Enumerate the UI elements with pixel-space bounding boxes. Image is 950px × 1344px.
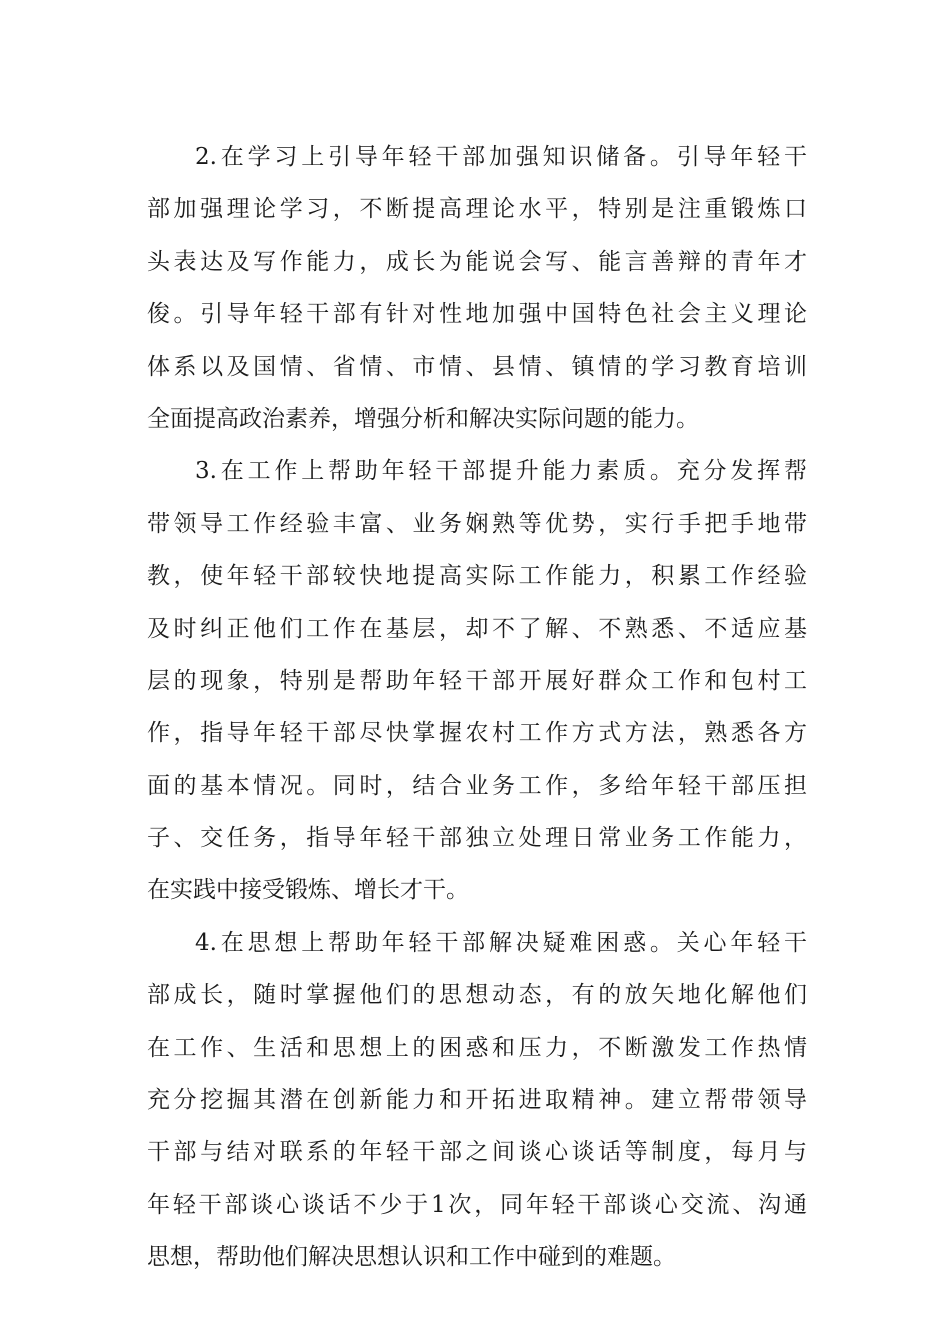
paragraph-thought: [147, 917, 807, 1284]
paragraph-line: 及时纠正他们工作在基层，却不了解、不熟悉、不适应基: [147, 615, 807, 642]
paragraph-line: 体系以及国情、省情、市情、县情、镇情的学习教育培训: [147, 353, 807, 380]
paragraph-line: 俊。引导年轻干部有针对性地加强中国特色社会主义理论: [147, 301, 807, 328]
paragraph-line: 头表达及写作能力，成长为能说会写、能言善辩的青年才: [147, 248, 807, 275]
paragraph-line: 充分挖掘其潜在创新能力和开拓进取精神。建立帮带领导: [147, 1087, 807, 1114]
paragraph-line: 全面提高政治素养，增强分析和解决实际问题的能力。: [147, 405, 699, 432]
paragraph-line: 干部与结对联系的年轻干部之间谈心谈话等制度，每月与: [147, 1139, 807, 1166]
paragraph-line: 在工作、生活和思想上的困惑和压力，不断激发工作热情: [147, 1034, 807, 1061]
document-body: [147, 131, 807, 1284]
paragraph-line: 教，使年轻干部较快地提高实际工作能力，积累工作经验: [147, 563, 807, 590]
paragraph-line: 在实践中接受锻炼、增长才干。: [147, 877, 469, 904]
paragraph-line: 带领导工作经验丰富、业务娴熟等优势，实行手把手地带: [147, 510, 807, 537]
paragraph-line: 层的现象，特别是帮助年轻干部开展好群众工作和包村工: [147, 667, 807, 694]
paragraph-line: 面的基本情况。同时，结合业务工作，多给年轻干部压担: [147, 772, 807, 799]
paragraph-line: 部加强理论学习，不断提高理论水平，特别是注重锻炼口: [147, 196, 807, 223]
paragraph-work: [147, 445, 807, 917]
paragraph-line: 3.在工作上帮助年轻干部提升能力素质。充分发挥帮: [195, 458, 807, 485]
paragraph-line: 年轻干部谈心谈话不少于1次，同年轻干部谈心交流、沟通: [147, 1191, 807, 1218]
paragraph-line: 部成长，随时掌握他们的思想动态，有的放矢地化解他们: [147, 982, 807, 1009]
paragraph-line: 2.在学习上引导年轻干部加强知识储备。引导年轻干: [195, 144, 807, 170]
paragraph-learning: [147, 131, 807, 445]
paragraph-line: 思想，帮助他们解决思想认识和工作中碰到的难题。: [147, 1244, 676, 1271]
paragraph-line: 4.在思想上帮助年轻干部解决疑难困惑。关心年轻干: [195, 929, 807, 956]
paragraph-line: 作，指导年轻干部尽快掌握农村工作方式方法，熟悉各方: [147, 720, 807, 747]
paragraph-line: 子、交任务，指导年轻干部独立处理日常业务工作能力，: [147, 825, 807, 852]
